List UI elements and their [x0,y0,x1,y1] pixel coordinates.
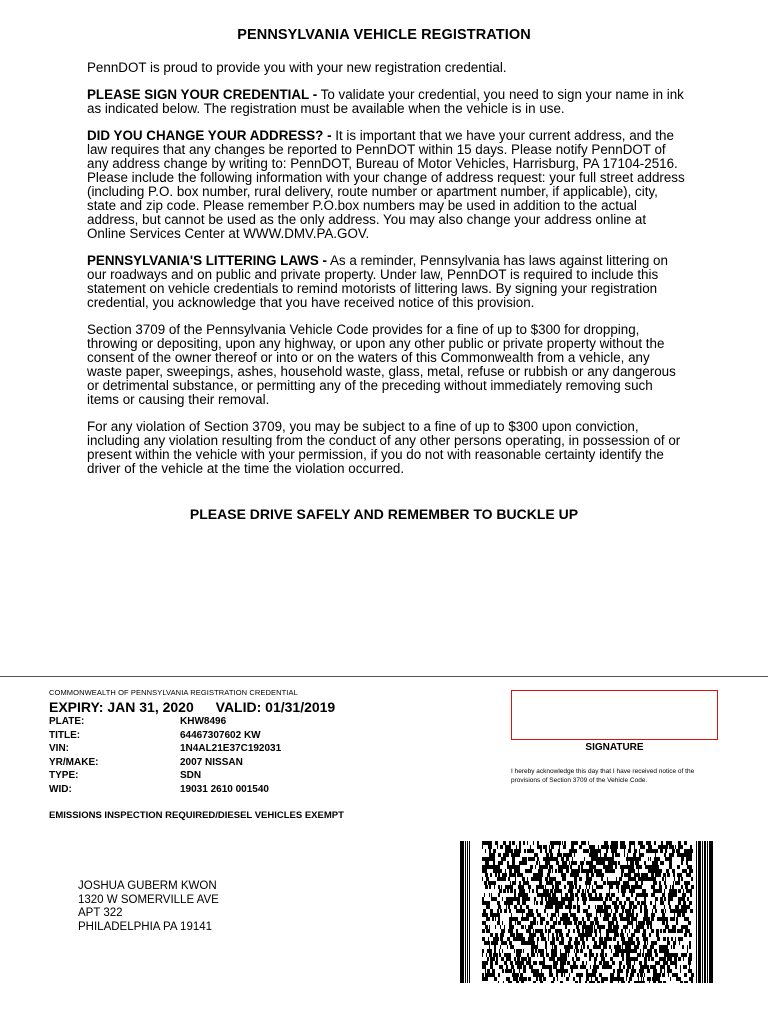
emissions-notice: EMISSIONS INSPECTION REQUIRED/DIESEL VEHICLES EXEMPT [49,810,344,821]
violation-paragraph: For any violation of Section 3709, you may be subject to a fine of up to $300 upon conviction, including any violation resulting from the conduct of any other persons operating, in possession of or present within the vehicle with your permission, if you do not with reasonable certainty identify the driver of the vehicle at the time the violation occurred. [87,419,681,476]
field-label: PLATE: [49,716,85,727]
city-state-zip-line: PHILADELPHIA PA 19141 [78,920,213,933]
field-label: YR/MAKE: [49,756,99,768]
closing-message: PLEASE DRIVE SAFELY AND REMEMBER TO BUCKLE UP [189,506,579,522]
recipient-name: JOSHUA GUBERM KWON [78,880,217,892]
document-body [87,61,687,489]
field-label: VIN: [49,743,69,755]
mailing-address [78,880,219,934]
sign-paragraph [87,88,687,116]
field-row-plate [49,715,281,729]
credential-header: COMMONWEALTH OF PENNSYLVANIA REGISTRATION CREDENTIAL [49,688,298,697]
field-row-type [49,769,281,783]
address-change-paragraph [87,129,687,241]
signature-label: SIGNATURE [585,742,644,753]
field-value: 2007 NISSAN [180,756,243,768]
field-value: 19031 2610 001540 [180,783,269,795]
expiry-date: EXPIRY: JAN 31, 2020 [49,699,194,715]
field-label: WID: [49,783,72,795]
field-label: TYPE: [49,770,79,782]
expiry-line [49,699,335,715]
littering-paragraph [87,254,687,310]
field-value: SDN [180,770,202,782]
street-line: 1320 W SOMERVILLE AVE [78,893,219,906]
sign-text: To validate your credential, you need to sign your name in ink as indicated below. The registration must be available when the vehicle is in use. [87,87,684,116]
address-change-heading: DID YOU CHANGE YOUR ADDRESS? - [87,128,332,143]
field-row-wid [49,783,281,797]
field-row-yr-make [49,756,281,770]
page-title: PENNSYLVANIA VEHICLE REGISTRATION [237,27,531,43]
signature-box[interactable] [511,690,718,740]
tear-line-divider [0,676,768,677]
littering-heading: PENNSYLVANIA'S LITTERING LAWS - [87,253,328,268]
littering-text: As a reminder, Pennsylvania has laws against littering on our roadways and on public and private property. Under law, PennDOT is required to include this statement on vehicle credentials to remind motorists of littering laws. By signing your registration credential, you acknowledge that you have received notice of this provision. [87,253,668,310]
field-value: 64467307602 KW [180,729,261,741]
pdf417-barcode [460,841,718,983]
valid-date: VALID: 01/31/2019 [215,699,336,715]
address-change-text: It is important that we have your current address, and the law requires that any changes be reported to PennDOT within 15 days. Please notify PennDOT of any address change by writing to: PennDOT, Bureau of Motor Vehicles, Harrisburg, PA 17104-2516. Please include the following information with your change of address request: your full street address (including P.O. box number, rural delivery, route number or apartment number, if applicable), city, state and zip code. Please remember P.O.box numbers may be used in addition to the actual address, but cannot be used as the only address. You may also change your address online at Online Services Center at WWW.DMV.PA.GOV. [87,128,685,241]
acknowledgement-text: I hereby acknowledge this day that I have received notice of the provisions of Section 3709 of the Vehicle Code. [511,768,695,784]
section-3709-paragraph: Section 3709 of the Pennsylvania Vehicle Code provides for a fine of up to $300 for dropping, throwing or depositing, upon any highway, or upon any other public or private property without the consent of the owner thereof or into or on the waters of this Commonwealth from a vehicle, any waste paper, sweepings, ashes, household waste, glass, metal, refuse or rubbish or any dangerous or detrimental substance, or permitting any of the preceding without immediately removing such items or causing their removal. [87,322,676,407]
field-value: 1N4AL21E37C192031 [180,743,282,755]
unit-line: APT 322 [78,907,123,919]
vehicle-fields [49,715,281,797]
field-label: TITLE: [49,729,81,741]
field-value: KHW8496 [180,716,227,727]
intro-paragraph: PennDOT is proud to provide you with your new registration credential. [87,60,507,75]
field-row-title [49,729,281,743]
sign-heading: PLEASE SIGN YOUR CREDENTIAL - [87,87,318,102]
barcode-modules [460,841,713,983]
field-row-vin [49,742,281,756]
